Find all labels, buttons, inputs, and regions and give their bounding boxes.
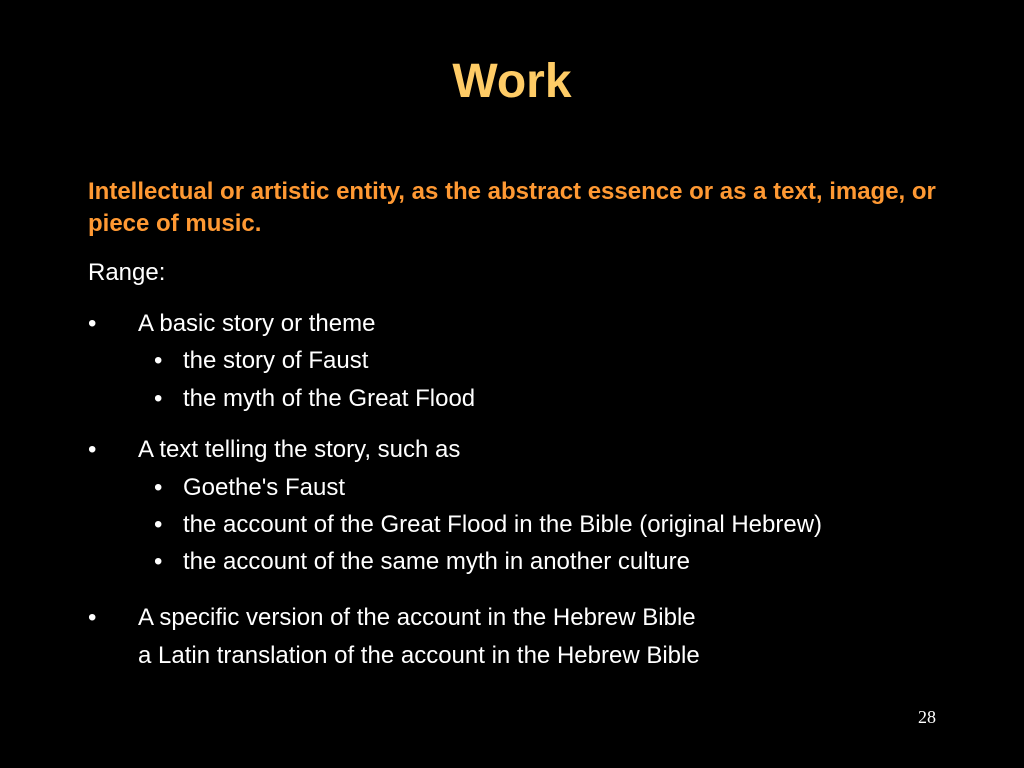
sub-bullet-marker: •: [154, 385, 163, 412]
definition-text: Intellectual or artistic entity, as the abstract essence or as a text, image, or piece of music.: [88, 178, 936, 237]
sub-bullet-item: Goethe's Faust: [183, 474, 345, 501]
bullet-marker: •: [88, 310, 97, 337]
sub-bullet-marker: •: [154, 474, 163, 501]
page-number: 28: [918, 707, 936, 727]
bullet-item: A text telling the story, such as: [138, 436, 461, 463]
sub-bullet-item: the story of Faust: [183, 347, 369, 374]
sub-bullet-item: the myth of the Great Flood: [183, 385, 476, 412]
bullet-item: A basic story or theme: [138, 310, 376, 337]
sub-bullet-item: the account of the same myth in another culture: [183, 548, 690, 575]
range-label: Range:: [88, 259, 166, 286]
sub-bullet-marker: •: [154, 548, 163, 575]
sub-bullet-marker: •: [154, 511, 163, 538]
bullet-marker: •: [88, 604, 97, 631]
bullet-continuation: a Latin translation of the account in the Hebrew Bible: [138, 642, 700, 669]
sub-bullet-item: the account of the Great Flood in the Bible (original Hebrew): [183, 511, 823, 538]
slide-title: Work: [452, 55, 572, 108]
sub-bullet-marker: •: [154, 347, 163, 374]
bullet-marker: •: [88, 436, 97, 463]
bullet-item: A specific version of the account in the Hebrew Bible: [138, 604, 696, 631]
